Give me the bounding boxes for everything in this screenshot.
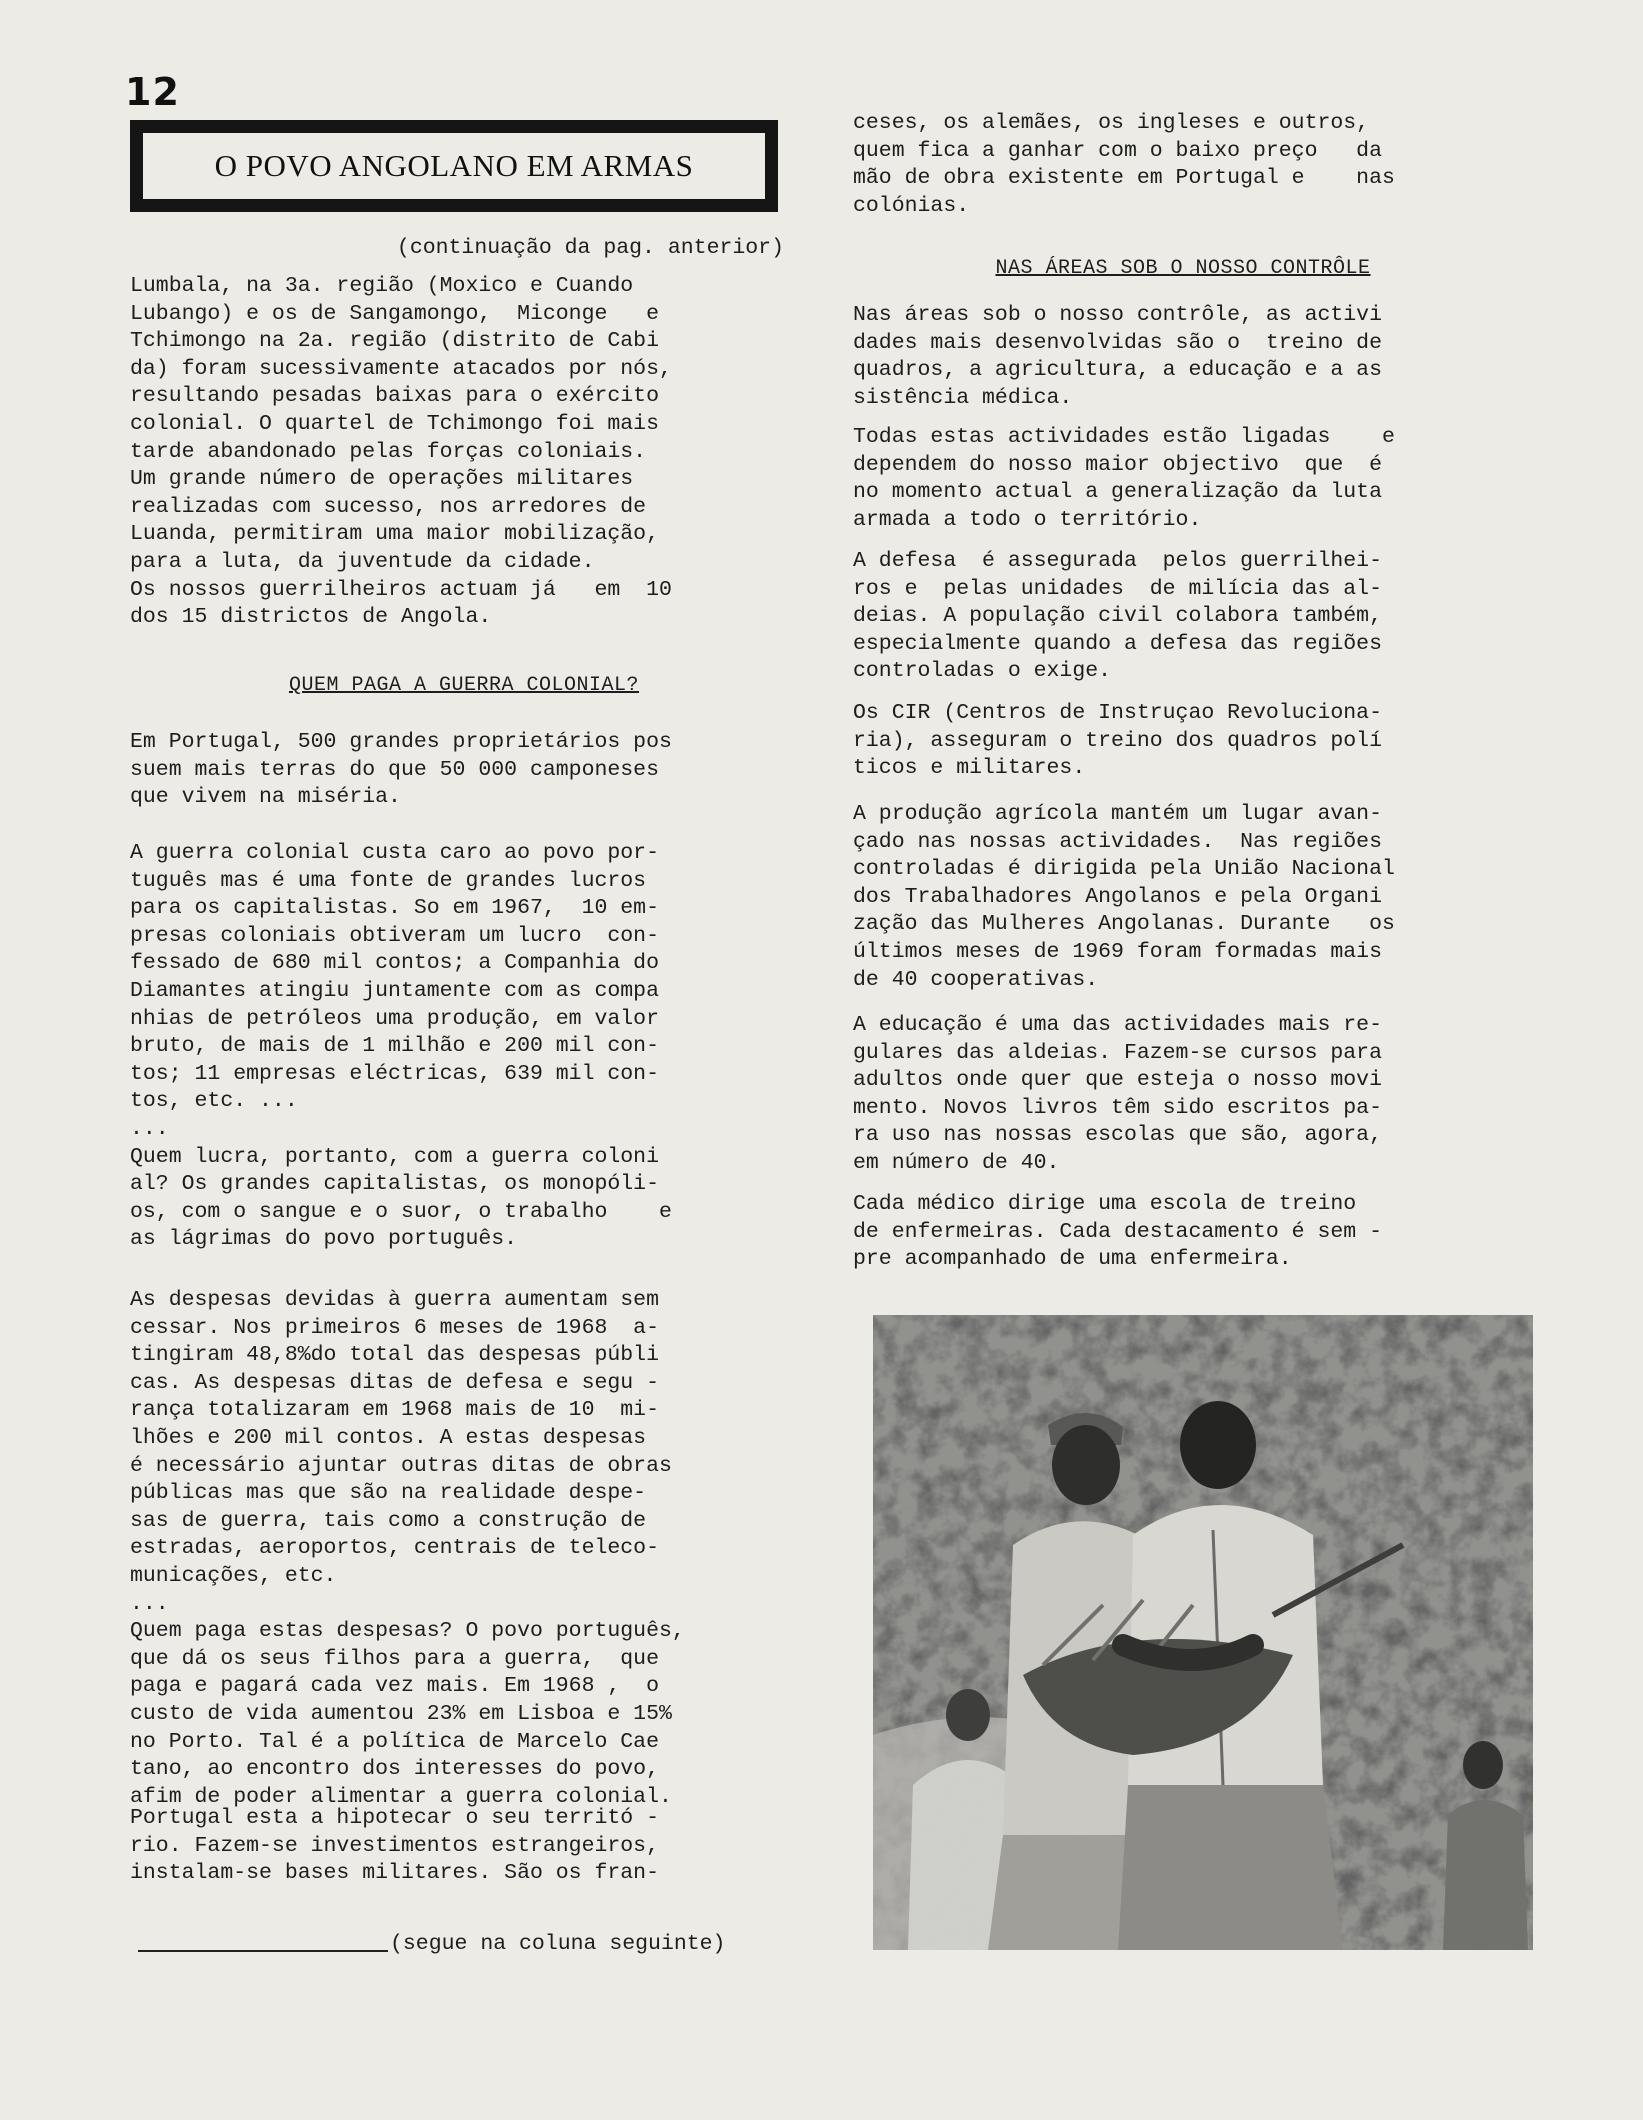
photo-workers-harvesting <box>873 1315 1533 1950</box>
left-column <box>130 0 798 2120</box>
paragraph: A guerra colonial custa caro ao povo por- tuguês mas é uma fonte de grandes lucros para os capitalistas. So em 1967, 10 em- presas coloniais obtiveram um lucro con- fessado de 680 mil contos; a Companhia do Diamantes atingiu juntamente com as compa nhias de petróleos uma produção, em valor bruto, de mais de 1 milhão e 200 mil con- tos; 11 empresas eléctricas, 639 mil con- tos, etc. ... ... Quem lucra, portanto, com a guerra coloni al? Os grandes capitalistas, os monopóli- os, com o sangue e o suor, o trabalho e as lágrimas do povo português. <box>130 841 672 1252</box>
paragraph: Cada médico dirige uma escola de treino de enfermeiras. Cada destacamento é sem - pre acompanhado de uma enfermeira. <box>853 1192 1382 1272</box>
continue-rule <box>138 1950 388 1952</box>
paragraph: As despesas devidas à guerra aumentam sem cessar. Nos primeiros 6 meses de 1968 a- tingiram 48,8%do total das despesas públi cas. As despesas ditas de defesa e segu - rança totalizaram em 1968 mais de 10 mi- lhões e 200 mil contos. A estas despesas é necessário ajuntar outras ditas de obras públicas mas que são na realidade despe- sas de guerra, tais como a construção de estradas, aeroportos, centrais de teleco- municações, etc. ... Quem paga estas despesas? O povo português, que dá os seus filhos para a guerra, que paga e pagará cada vez mais. Em 1968 , o custo de vida aumentou 23% em Lisboa e 15% no Porto. Tal é a política de Marcelo Cae tano, ao encontro dos interesses do povo, afim de poder alimentar a guerra colonial. <box>130 1288 685 1809</box>
paragraph: Lumbala, na 3a. região (Moxico e Cuando Lubango) e os de Sangamongo, Miconge e Tchimongo na 2a. região (distrito de Cabi da) foram sucessivamente atacados por nós, resultando pesadas baixas para o exército colonial. O quartel de Tchimongo foi mais tarde abandonado pelas forças coloniais. Um grande número de operações militares realizadas com sucesso, nos arredores de Luanda, permitiram uma maior mobilização, para a luta, da juventude da cidade. Os nossos guerrilheiros actuam já em 10 dos 15 districtos de Angola. <box>130 274 672 630</box>
page-number: 12 <box>125 70 180 114</box>
paragraph: A produção agrícola mantém um lugar avan- çado nas nossas actividades. Nas regiões controladas é dirigida pela União Nacional dos Trabalhadores Angolanos e pela Organi zação das Mulheres Angolanas. Durante os últimos meses de 1969 foram formadas mais de 40 cooperativas. <box>853 802 1395 992</box>
paragraph: Todas estas actividades estão ligadas e dependem do nosso maior objectivo que é no momento actual a generalização da luta armada a todo o território. <box>853 425 1395 532</box>
paragraph: Os CIR (Centros de Instruçao Revoluciona- ria), asseguram o treino dos quadros polí ticos e militares. <box>853 701 1382 781</box>
continuation-note: (continuação da pag. anterior) <box>396 236 784 260</box>
paragraph: A defesa é assegurada pelos guerrilhei- ros e pelas unidades de milícia das al- deias. A população civil colabora também, especialmente quando a defesa das regiões controladas o exige. <box>853 549 1382 684</box>
paragraph: Em Portugal, 500 grandes proprietários pos suem mais terras do que 50 000 camponeses que vivem na miséria. <box>130 730 672 810</box>
article-title: O POVO ANGOLANO EM ARMAS <box>214 148 694 183</box>
paragraph: Portugal esta a hipotecar o seu territó - rio. Fazem-se investimentos estrangeiros, instalam-se bases militares. São os fran- <box>130 1806 659 1886</box>
section-heading: QUEM PAGA A GUERRA COLONIAL? <box>288 674 640 697</box>
continue-note: (segue na coluna seguinte) <box>390 1932 726 1956</box>
section-heading: NAS ÁREAS SOB O NOSSO CONTRÔLE <box>995 257 1371 280</box>
paragraph: A educação é uma das actividades mais re- gulares das aldeias. Fazem-se cursos para adultos onde quer que esteja o nosso movi mento. Novos livros têm sido escritos pa- ra uso nas nossas escolas que são, agora, em número de 40. <box>853 1013 1382 1175</box>
paragraph: Nas áreas sob o nosso contrôle, as activi dades mais desenvolvidas são o treino de quadros, a agricultura, a educação e a as sistência médica. <box>853 303 1382 410</box>
paragraph: ceses, os alemães, os ingleses e outros, quem fica a ganhar com o baixo preço da mão de obra existente em Portugal e nas colónias. <box>853 111 1395 218</box>
